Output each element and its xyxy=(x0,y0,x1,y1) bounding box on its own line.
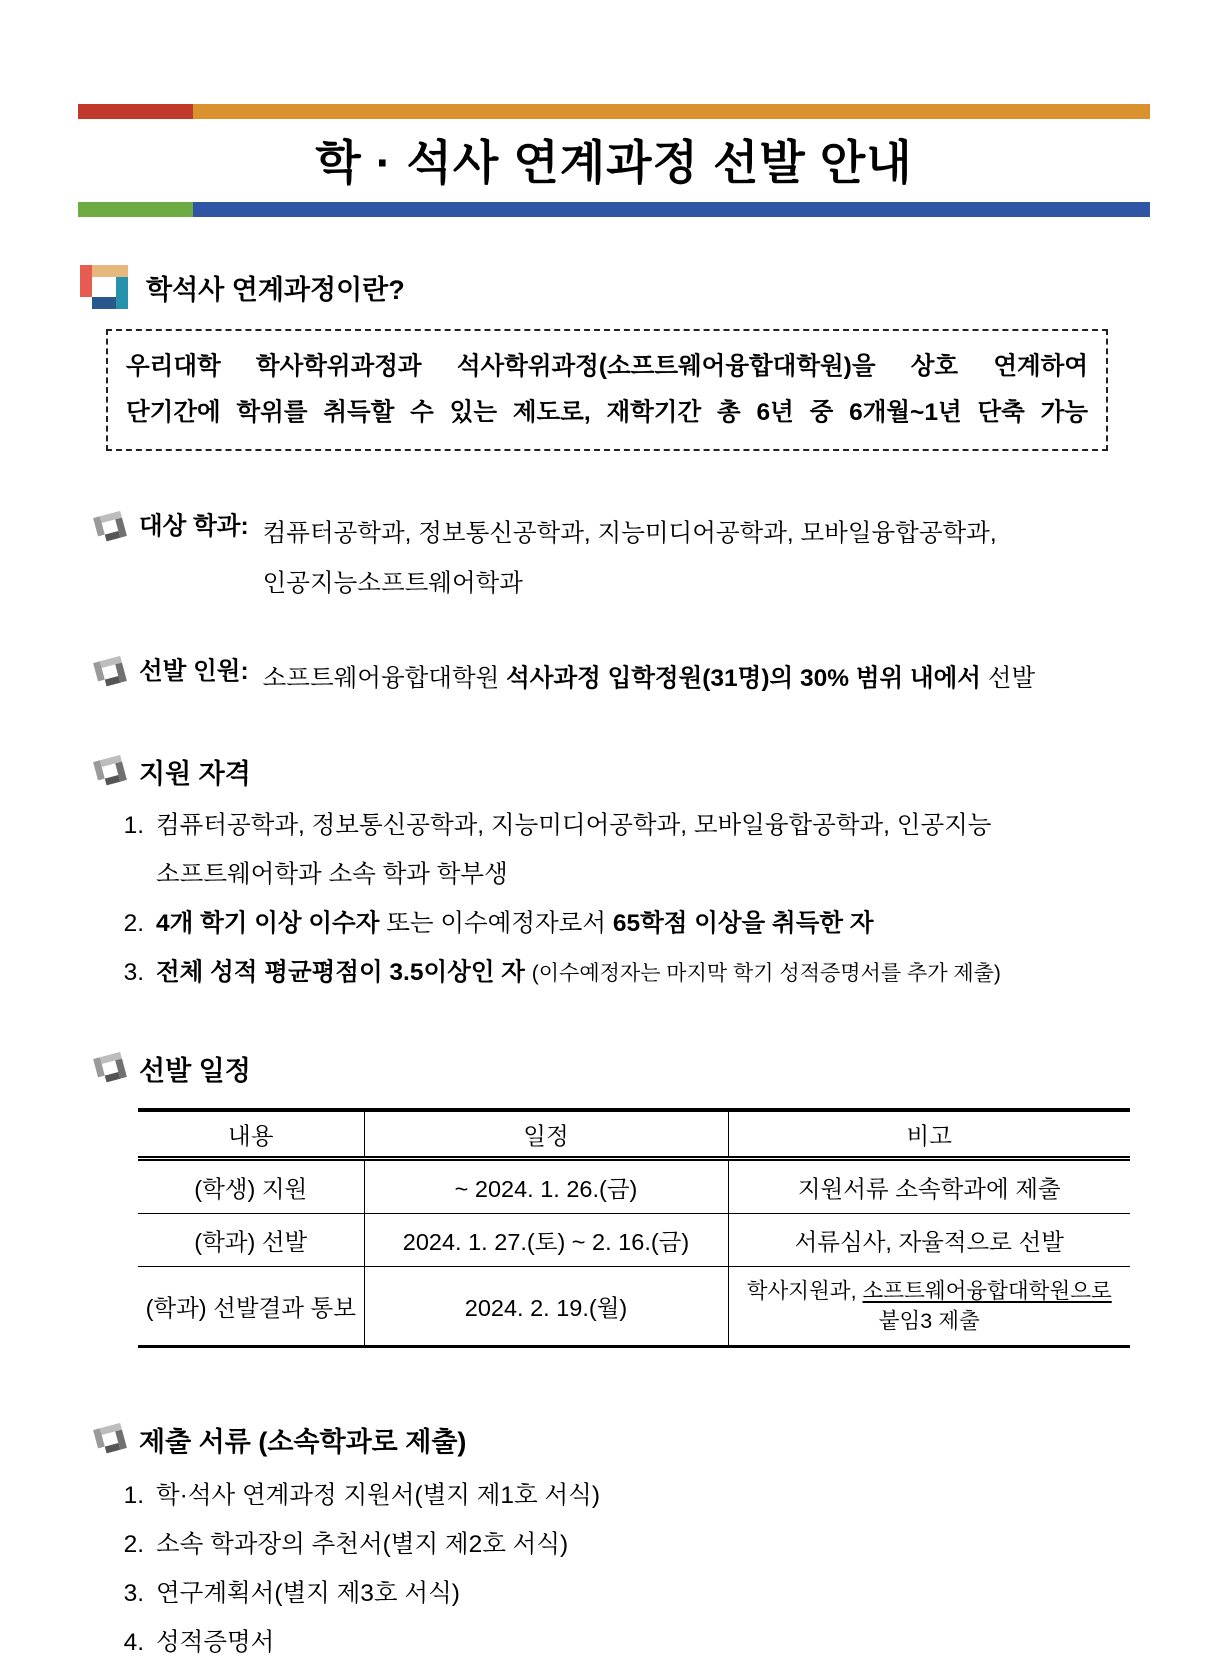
target-departments-value xyxy=(263,509,997,609)
schedule-row3-note: 학사지원과, 소프트웨어융합대학원으로 붙임3 제출 xyxy=(728,1266,1130,1346)
section-documents-heading xyxy=(95,1420,1150,1459)
target-departments-line1: 컴퓨터공학과, 정보통신공학과, 지능미디어공학과, 모바일융합공학과, xyxy=(262,520,997,548)
document-item-3: 3. 연구계획서(별지 제3호 서식) xyxy=(116,1569,1150,1618)
bullet-pinwheel-icon xyxy=(92,653,129,690)
header-top-bar-orange-segment xyxy=(193,104,1150,119)
schedule-row1-content: (학생) 지원 xyxy=(138,1158,364,1213)
document-item-4-text: 성적증명서 xyxy=(156,1628,275,1656)
section-eligibility-heading xyxy=(95,752,1150,791)
quota-value xyxy=(263,654,1035,704)
documents-heading-label: 제출 서류 (소속학과로 제출) xyxy=(139,1426,467,1457)
schedule-row3-note-line2: 붙임3 제출 xyxy=(878,1308,980,1333)
header-top-bar-red-segment xyxy=(78,104,193,119)
document-item-2-text: 소속 학과장의 추천서(별지 제2호 서식) xyxy=(156,1530,569,1558)
table-row xyxy=(138,1266,1130,1346)
schedule-col-content: 내용 xyxy=(138,1110,364,1159)
eligibility-item-3 xyxy=(116,948,1150,997)
target-departments-label: 대상 학과: xyxy=(139,513,249,541)
schedule-row2-date: 2024. 1. 27.(토) ~ 2. 16.(금) xyxy=(364,1213,728,1266)
quota-label: 선발 인원: xyxy=(139,657,249,685)
schedule-table-header-row xyxy=(138,1110,1130,1159)
eligibility-item-3-number: 3. xyxy=(123,958,144,986)
eligibility-item-2-text: 4개 학기 이상 이수자 또는 이수예정자로서 65학점 이상을 취득한 자 xyxy=(156,909,874,937)
intro-box-line1: 우리대학 학사학위과정과 석사학위과정(소프트웨어융합대학원)을 상호 연계하여 xyxy=(126,353,1088,380)
quota-text-regular1: 소프트웨어융합대학원 xyxy=(262,664,507,692)
header-top-bar xyxy=(78,104,1150,119)
eligibility-heading-label: 지원 자격 xyxy=(139,758,251,789)
quota-text-regular2: 선발 xyxy=(987,664,1036,692)
schedule-col-note: 비고 xyxy=(728,1110,1130,1159)
document-item-1-text: 학·석사 연계과정 지원서(별지 제1호 서식) xyxy=(156,1481,600,1509)
intro-box-line2: 단기간에 학위를 취득할 수 있는 제도로, 재학기간 총 6년 중 6개월~1년 단축 가능 xyxy=(126,399,1088,427)
header-bottom-bar-green-segment xyxy=(78,202,193,217)
schedule-row3-date: 2024. 2. 19.(월) xyxy=(364,1266,728,1346)
document-item-2: 2. 소속 학과장의 추천서(별지 제2호 서식) xyxy=(116,1520,1150,1569)
bullet-pinwheel-icon xyxy=(92,509,129,546)
section-intro-heading-label: 학석사 연계과정이란? xyxy=(146,274,405,305)
schedule-heading-label: 선발 일정 xyxy=(139,1055,251,1086)
document-item-1: 1. 학·석사 연계과정 지원서(별지 제1호 서식) xyxy=(116,1471,1150,1520)
section-target-departments xyxy=(95,509,1150,609)
section-quota xyxy=(95,654,1150,704)
page-title: 학 · 석사 연계과정 선발 안내 xyxy=(315,136,913,189)
table-row xyxy=(138,1158,1130,1213)
header-bottom-bar xyxy=(78,202,1150,217)
quota-text-bold: 석사과정 입학정원(31명)의 30% 범위 내에서 xyxy=(506,664,988,692)
eligibility-item-2 xyxy=(116,899,1150,948)
bullet-pinwheel-icon xyxy=(92,1421,129,1458)
intro-description-box xyxy=(106,329,1108,451)
schedule-row2-content: (학과) 선발 xyxy=(138,1213,364,1266)
section-intro-heading xyxy=(78,261,1150,313)
eligibility-item-1-text: 컴퓨터공학과, 정보통신공학과, 지능미디어공학과, 모바일융합공학과, 인공지능 소프트웨어학과 소속 학과 학부생 xyxy=(156,811,992,888)
schedule-row2-note: 서류심사, 자율적으로 선발 xyxy=(728,1213,1130,1266)
pinwheel-icon xyxy=(78,261,130,313)
eligibility-item-3-note: (이수예정자는 마지막 학기 성적증명서를 추가 제출) xyxy=(531,961,1001,985)
schedule-row3-content: (학과) 선발결과 통보 xyxy=(138,1266,364,1346)
eligibility-item-3-text: 전체 성적 평균평점이 3.5이상인 자 (이수예정자는 마지막 학기 성적증명서를 추가 제출) xyxy=(156,958,1001,986)
document-item-4: 4. 성적증명서 xyxy=(116,1618,1150,1667)
target-departments-line2: 인공지능소프트웨어학과 xyxy=(262,570,523,598)
bullet-pinwheel-icon xyxy=(92,753,129,790)
eligibility-item-2-number: 2. xyxy=(123,909,144,937)
header-bottom-bar-blue-segment xyxy=(193,202,1150,217)
eligibility-item-1-number: 1. xyxy=(123,811,144,839)
document-item-3-text: 연구계획서(별지 제3호 서식) xyxy=(156,1579,460,1607)
eligibility-item-1 xyxy=(116,801,1150,899)
bullet-pinwheel-icon xyxy=(92,1050,129,1087)
section-schedule-heading xyxy=(95,1049,1150,1088)
schedule-row1-note: 지원서류 소속학과에 제출 xyxy=(728,1158,1130,1213)
schedule-col-date: 일정 xyxy=(364,1110,728,1159)
schedule-row3-note-underlined: 소프트웨어융합대학원으로 xyxy=(862,1278,1112,1303)
schedule-row1-date: ~ 2024. 1. 26.(금) xyxy=(364,1158,728,1213)
table-row xyxy=(138,1213,1130,1266)
schedule-table xyxy=(138,1108,1130,1348)
